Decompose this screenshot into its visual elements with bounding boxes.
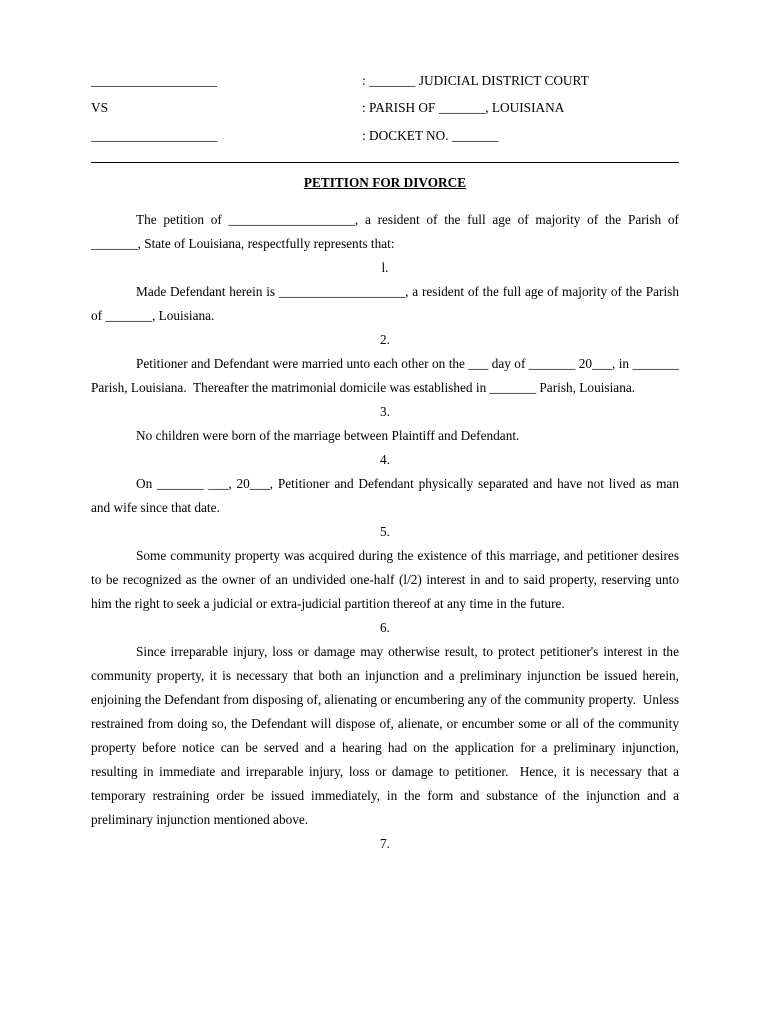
petition-body [91,208,683,856]
section-number: 2. [380,332,390,347]
section-number: 3. [380,404,390,419]
section-number: 5. [380,524,390,539]
caption-row-docket [91,127,679,145]
court-name: : _______ JUDICIAL DISTRICT COURT [362,73,589,88]
caption-divider [91,162,679,163]
section-paragraph: Made Defendant herein is ___________________, a resident of the full age of majority of the Parish of _______, Louisiana. [91,284,683,323]
section-paragraph: No children were born of the marriage between Plaintiff and Defendant. [136,428,520,443]
section-paragraph: Some community property was acquired during the existence of this marriage, and petitioner desires to be recognized as the owner of an undivided one-half (l/2) interest in and to said property, reserving unto him the right to seek a judicial or extra-judicial partition thereof at any time in the future. [91,548,683,611]
section-number: 7. [380,836,390,851]
section-number: 6. [380,620,390,635]
document-title: PETITION FOR DIVORCE [303,175,467,190]
section-number: 4. [380,452,390,467]
plaintiff-blank: ___________________ [91,73,218,88]
versus-label: VS [91,100,108,115]
section-paragraph: Since irreparable injury, loss or damage may otherwise result, to protect petitioner's interest in the community property, it is necessary that both an injunction and a preliminary injunction be issued herein, enjoining the Defendant from disposing of, alienating or encumbering any of the community property. Unless restrained from doing so, the Defendant will dispose of, alienate, or encumber some or all of the community property before notice can be served and a hearing had on the application for a preliminary injunction, resulting in immediate and irreparable injury, loss or damage to petitioner. Hence, it is necessary that a temporary restraining order be issued immediately, in the form and substance of the injunction and a preliminary injunction mentioned above. [91,644,683,827]
section-paragraph: On _______ ___, 20___, Petitioner and Defendant physically separated and have not lived as man and wife since that date. [91,476,683,515]
caption-row-parish [91,99,679,117]
section-paragraph: Petitioner and Defendant were married unto each other on the ___ day of _______ 20___, in _______ Parish, Louisiana. Thereafter the matrimonial domicile was established in _______ Parish, Louisiana. [91,356,683,395]
section-number: l. [381,260,389,275]
caption-row-court [91,72,679,90]
intro-paragraph: The petition of ___________________, a resident of the full age of majority of the Parish of _______, State of Louisiana, respectfully represents that: [91,212,683,251]
defendant-blank: ___________________ [91,128,218,143]
docket-number: : DOCKET NO. _______ [362,128,499,143]
parish-name: : PARISH OF _______, LOUISIANA [362,100,565,115]
